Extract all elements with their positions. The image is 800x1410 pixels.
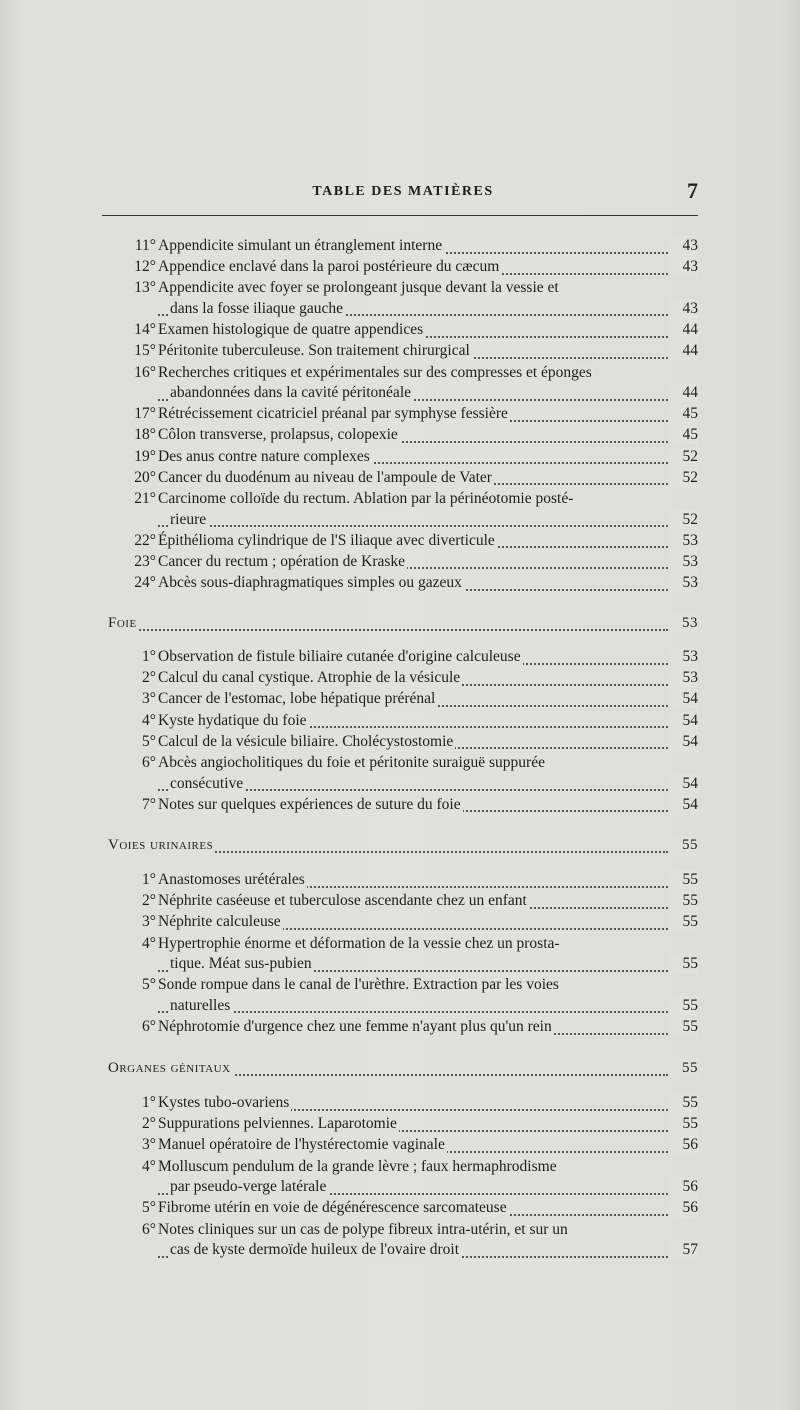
entry-page-number: 43 [668,236,698,256]
entry-number: 5° [142,732,156,750]
toc-entry [142,870,698,891]
entry-text: rieure [170,510,207,528]
entry-line [158,975,698,996]
toc-entry [134,404,698,425]
entry-text: Observation de fistule biliaire cutanée d'origine calculeuse [158,648,521,665]
entry-text: Côlon transverse, prolapsus, colopexie [158,426,398,444]
entry-page-number: 55 [668,1017,698,1037]
entry-line [158,1240,698,1261]
toc-entry [134,425,698,446]
entry-number: 23° [134,552,156,570]
dot-leader [158,1011,668,1013]
entry-page-number: 55 [668,1093,698,1113]
entry-line [158,404,698,425]
entry-number: 2° [142,1115,156,1133]
entry-page-number: 53 [668,647,698,667]
entry-text: Suppurations pelviennes. Laparotomie [158,1115,397,1133]
entry-line [158,1114,698,1135]
entry-text: Des anus contre nature complexes [158,447,370,465]
entry-page-number: 53 [668,613,698,633]
entry-line [158,954,698,975]
entry-page-number: 44 [668,320,698,340]
entry-number: 3° [142,690,156,708]
toc-entry [142,732,698,753]
entry-line [158,425,698,446]
toc-entry [134,573,698,594]
entry-text: consécutive [170,774,244,792]
entry-line [158,363,698,384]
entry-line [158,1220,698,1241]
toc-entry [142,795,698,816]
entry-text: Recherches critiques et expérimentales sur des compresses et éponges [158,363,592,381]
entry-number: 4° [142,1157,156,1175]
toc-entry [142,975,698,1016]
entry-line [158,934,698,955]
toc-entry [142,647,698,668]
entry-number: 14° [134,321,156,339]
header-rule [102,215,698,216]
entry-page-number: 45 [668,404,698,424]
toc-entry [134,236,698,257]
entry-line [158,1135,698,1156]
entry-number: 11° [134,237,156,254]
entry-number: 1° [142,648,156,665]
entry-page-number: 44 [668,383,698,403]
entry-line [158,257,698,278]
toc-entry [134,447,698,468]
entry-page-number: 55 [668,1114,698,1134]
entry-number: 18° [134,426,156,444]
toc-entry [134,363,698,404]
toc-entry [142,1017,698,1038]
entry-line [158,732,698,753]
dot-leader [108,629,668,631]
entry-page-number: 54 [668,689,698,709]
entry-line [158,668,698,689]
entry-page-number: 43 [668,299,698,319]
entry-number: 4° [142,934,156,952]
entry-text: cas de kyste dermoïde huileux de l'ovaire droit [170,1241,460,1258]
toc-entry [134,489,698,530]
entry-text: Néphrotomie d'urgence chez une femme n'ayant plus qu'un rein [158,1018,552,1035]
entry-line [158,510,698,531]
toc-entry [134,531,698,552]
entry-number: 16° [134,363,156,381]
toc-entry [134,320,698,341]
entry-line [158,236,698,257]
entry-line [158,912,698,933]
entry-line [158,891,698,912]
entry-line [158,795,698,816]
entry-text: Foie [108,615,137,631]
toc-entry [134,278,698,319]
entry-text: Péritonite tuberculeuse. Son traitement chirurgical [158,342,470,360]
entry-page-number: 56 [668,1198,698,1218]
entry-page-number: 54 [668,732,698,752]
entry-number: 6° [142,1220,156,1238]
entry-page-number: 52 [668,468,698,488]
entry-page-number: 55 [668,891,698,911]
entry-text: Carcinome colloïde du rectum. Ablation par la périnéotomie posté- [158,490,574,507]
entry-page-number: 52 [668,447,698,467]
entry-page-number: 55 [668,954,698,974]
toc-entry [142,1093,698,1114]
entry-number: 13° [134,279,156,297]
entry-text: Appendice enclavé dans la paroi postérieure du cæcum [158,258,500,276]
toc-entry [142,1220,698,1261]
toc-entry [142,1157,698,1198]
entry-page-number: 54 [668,795,698,815]
entry-text: Appendicite avec foyer se prolongeant jusque devant la vessie et [158,279,559,297]
entry-text: Cancer du duodénum au niveau de l'ampoule de Vater [158,468,492,486]
entry-page-number: 44 [668,341,698,361]
entry-line [158,447,698,468]
entry-text: Abcès sous-diaphragmatiques simples ou gazeux [158,574,462,592]
entry-text: Voies urinaires [108,837,214,853]
section-heading-voies [108,835,698,856]
entry-page-number: 53 [668,531,698,551]
entry-page-number: 57 [668,1240,698,1260]
entry-page-number: 52 [668,510,698,530]
entry-line [158,753,698,774]
entry-number: 3° [142,913,156,931]
entry-text: Rétrécissement cicatriciel préanal par symphyse fessière [158,405,508,423]
toc-entry [142,711,698,732]
toc-entry [142,1135,698,1156]
entry-text: par pseudo-verge latérale [170,1178,327,1196]
section-heading-organes [108,1058,698,1079]
entry-page-number: 56 [668,1177,698,1197]
entry-line [158,573,698,594]
toc-entry [134,468,698,489]
entry-text: Molluscum pendulum de la grande lèvre ; faux hermaphrodisme [158,1157,557,1175]
entry-line [158,1198,698,1219]
entry-number: 2° [142,892,156,910]
entry-page-number: 54 [668,711,698,731]
entry-text: Néphrite calculeuse [158,913,281,931]
entry-line [158,299,698,320]
entry-number: 17° [134,405,156,423]
entry-text: naturelles [170,996,231,1014]
entry-text: dans la fosse iliaque gauche [170,299,344,317]
entry-line [158,1177,698,1198]
entry-text: Cancer du rectum ; opération de Kraske [158,552,406,570]
entry-line [158,870,698,891]
entry-page-number: 53 [668,552,698,572]
entry-text: Fibrome utérin en voie de dégénérescence sarcomateuse [158,1199,507,1217]
entry-page-number: 55 [668,996,698,1016]
entry-text: Cancer de l'estomac, lobe hépatique prérénal [158,690,436,708]
section-heading-foie [108,613,698,634]
page-number: 7 [687,178,698,203]
entry-number: 1° [142,871,156,888]
entry-page-number: 55 [668,835,698,855]
entry-text: Néphrite caséeuse et tuberculose ascendante chez un enfant [158,892,527,910]
toc-entry [142,1198,698,1219]
entry-number: 5° [142,976,156,994]
entry-text: Sonde rompue dans le canal de l'urèthre. Extraction par les voies [158,976,559,994]
entry-line [158,1093,698,1114]
entry-line [158,278,698,299]
entry-line [158,1157,698,1178]
entry-page-number: 53 [668,668,698,688]
entry-line [158,689,698,710]
entry-page-number: 55 [668,912,698,932]
entry-page-number: 55 [668,1058,698,1078]
entry-text: Calcul du canal cystique. Atrophie de la vésicule [158,669,461,687]
entry-page-number: 55 [668,870,698,890]
entry-line [158,996,698,1017]
entry-line [158,552,698,573]
entry-number: 20° [134,468,156,486]
entry-text: Appendicite simulant un étranglement interne [158,237,443,254]
entry-number: 24° [134,574,156,592]
entry-number: 5° [142,1199,156,1217]
toc-entry [142,912,698,933]
entry-page-number: 53 [668,573,698,593]
entry-text: Anastomoses urétérales [158,871,305,888]
entry-number: 21° [134,490,156,507]
entry-number: 2° [142,669,156,687]
entry-line [158,489,698,510]
entry-text: Hypertrophie énorme et déformation de la vessie chez un prosta- [158,934,560,952]
entry-line [158,531,698,552]
dot-leader [158,525,668,527]
entry-number: 6° [142,1018,156,1035]
toc-entry [142,668,698,689]
entry-line [158,1017,698,1038]
entry-number: 15° [134,342,156,360]
entry-number: 1° [142,1094,156,1111]
entry-line [158,711,698,732]
entry-line [108,835,698,856]
entry-text: Calcul de la vésicule biliaire. Cholécystostomie [158,732,454,750]
entry-text: Notes cliniques sur un cas de polype fibreux intra-utérin, et sur un [158,1220,568,1238]
entry-line [158,647,698,668]
toc-entry [134,552,698,573]
entry-line [158,320,698,341]
toc-entry [142,689,698,710]
page-header [108,178,698,208]
toc-entry [134,341,698,362]
toc-entry [142,753,698,794]
entry-text: Épithélioma cylindrique de l'S iliaque avec diverticule [158,531,495,549]
entry-page-number: 43 [668,257,698,277]
toc-entry [142,934,698,975]
entry-text: Kystes tubo-ovariens [158,1094,290,1111]
entry-text: tique. Méat sus-pubien [170,955,312,973]
entry-text: Manuel opératoire de l'hystérectomie vaginale [158,1136,445,1154]
entry-number: 12° [134,258,156,276]
entry-line [158,468,698,489]
entry-number: 6° [142,754,156,771]
entry-page-number: 45 [668,425,698,445]
entry-line [158,383,698,404]
entry-number: 22° [134,531,156,549]
entry-text: Kyste hydatique du foie [158,711,307,729]
entry-page-number: 54 [668,774,698,794]
toc-entry [134,257,698,278]
entry-text: abandonnées dans la cavité péritonéale [170,384,411,401]
entry-number: 4° [142,711,156,729]
entry-line [108,613,698,634]
toc-entry [142,1114,698,1135]
entry-number: 3° [142,1136,156,1154]
toc-entry [142,891,698,912]
entry-text: Organes génitaux [108,1060,231,1076]
entry-line [158,774,698,795]
entry-text: Notes sur quelques expériences de suture du foie [158,795,461,813]
entry-page-number: 56 [668,1135,698,1155]
entry-line [158,341,698,362]
entry-number: 19° [134,447,156,465]
entry-text: Abcès angiocholitiques du foie et péritonite suraiguë suppurée [158,754,545,771]
entry-line [108,1058,698,1079]
header-title: TABLE DES MATIÈRES [312,184,494,199]
entry-number: 7° [142,795,156,813]
entry-text: Examen histologique de quatre appendices [158,321,424,339]
